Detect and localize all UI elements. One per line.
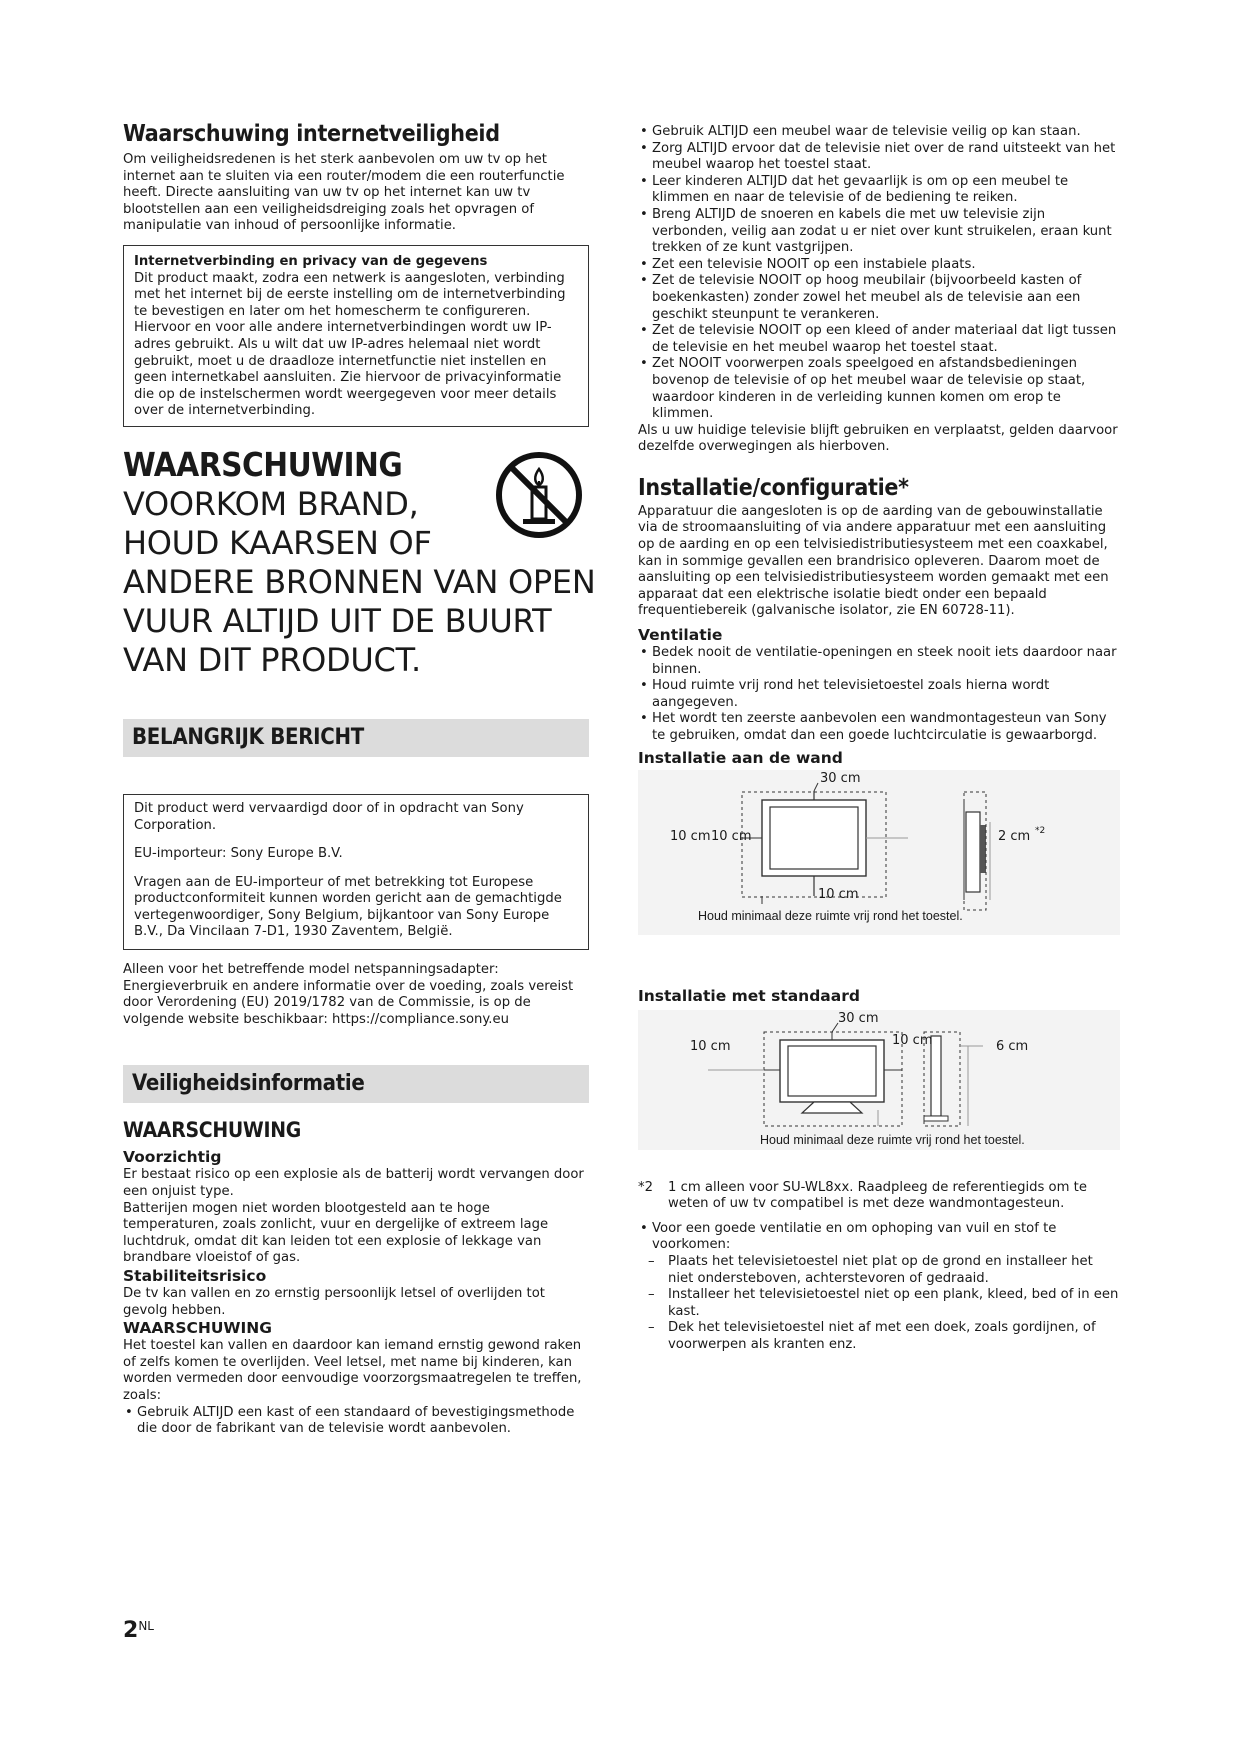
- internet-safety-title: Waarschuwing internetveiligheid: [123, 121, 500, 147]
- list-item: • Het wordt ten zeerste aanbevolen een wandmontagesteun van Sony te gebruiken, omdat dan een goede luchtcirculatie is gewaarborgd.: [638, 711, 1120, 744]
- privacy-box: [123, 245, 589, 427]
- no-candle-icon: [493, 449, 585, 541]
- list-item: • Breng ALTIJD de snoeren en kabels die met uw televisie zijn verbonden, veilig aan zodat u er niet over kunt struikelen, eraan kunt trekken of ze kunt vastgrijpen.: [638, 207, 1120, 257]
- wall-side-note: *2: [1035, 825, 1046, 836]
- dust-list: [638, 1221, 1120, 1254]
- stand-caption: Houd minimaal deze ruimte vrij rond het toestel.: [760, 1132, 1025, 1147]
- fire-warning-line: VOORKOM BRAND,: [123, 484, 419, 523]
- wall-caption: Houd minimaal deze ruimte vrij rond het toestel.: [698, 908, 963, 923]
- fire-warning-line: HOUD KAARSEN OF: [123, 523, 432, 562]
- fire-warning-title: WAARSCHUWING: [123, 444, 403, 484]
- warning-title: WAARSCHUWING: [123, 1118, 301, 1143]
- adapter-text: Alleen voor het betreffende model netspanningsadapter: Energieverbruik en andere informatie over de voeding, zoals vereist door Verordening (EU) 2019/1782 van de Commissie, is op de volgende website beschikbaar: https://compliance.sony.eu: [123, 962, 574, 1027]
- warning2-title: WAARSCHUWING: [123, 1319, 272, 1338]
- fire-warning-line: ANDERE BRONNEN VAN OPEN: [123, 562, 596, 601]
- fire-warning-line: VUUR ALTIJD UIT DE BUURT: [123, 601, 552, 640]
- wall-install-title: Installatie aan de wand: [638, 748, 843, 767]
- list-item: • Voor een goede ventilatie en om ophoping van vuil en stof te voorkomen:: [638, 1221, 1120, 1254]
- left-column: [123, 120, 596, 1438]
- list-item: • Gebruik ALTIJD een meubel waar de televisie veilig op kan staan.: [638, 124, 1120, 141]
- wall-bottom-label: 10 cm: [818, 886, 859, 902]
- caution-title: Voorzichtig: [123, 1148, 222, 1167]
- sony-manufacturer-text: Dit product werd vervaardigd door of in opdracht van Sony Corporation.: [134, 800, 524, 833]
- sony-questions-text: Vragen aan de EU-importeur of met betrekking tot Europese productconformiteit kunnen worden gericht aan de gemachtigde vertegenwoordiger, Sony Belgium, bijkantoor van Sony Europe B.V., Da Vincilaan 7-D1, 1930 Zaventem, België.: [134, 874, 562, 940]
- list-item: • Zet de televisie NOOIT op een kleed of ander materiaal dat ligt tussen de televisie en het meubel waarop het toestel staat.: [638, 323, 1120, 356]
- list-item: • Zet de televisie NOOIT op hoog meubilair (bijvoorbeeld kasten of boekenkasten) zonder zowel het meubel als de televisie aan een geschikt steunpunt te verankeren.: [638, 273, 1120, 323]
- ventilation-title: Ventilatie: [638, 626, 723, 645]
- list-item: – Dek het televisietoestel niet af met een doek, zoals gordijnen, of voorwerpen als kranten enz.: [638, 1320, 1120, 1353]
- list-item: • Zet NOOIT voorwerpen zoals speelgoed en afstandsbedieningen bovenop de televisie of op het meubel waar de televisie op staat, waardoor kinderen in de verleiding kunnen komen om erop te klimmen.: [638, 356, 1120, 422]
- privacy-title: Internetverbinding en privacy van de gegevens: [134, 253, 488, 269]
- list-item: • Zet een televisie NOOIT op een instabiele plaats.: [638, 257, 1120, 274]
- stand-side-label: 6 cm: [996, 1038, 1029, 1054]
- caution-text-2: Batterijen mogen niet worden blootgesteld aan te hoge temperaturen, zoals zonlicht, vuur en dergelijke of extreem lage luchtdruk, omdat dit kan leiden tot een explosie of lekkage van brandbare vloeistof of gas.: [123, 1200, 549, 1266]
- safety-bullet-list: [638, 124, 1120, 423]
- wall-left-inner-label: 10 cm: [711, 828, 752, 844]
- wall-install-diagram: [638, 770, 1120, 935]
- footnote-mark: *2: [638, 1179, 653, 1195]
- important-title: BELANGRIJK BERICHT: [132, 724, 364, 750]
- page-lang: NL: [138, 1619, 154, 1633]
- page-number: [123, 1618, 154, 1643]
- ventilation-list: [638, 645, 1120, 745]
- list-item: • Zorg ALTIJD ervoor dat de televisie niet over de rand uitsteekt van het meubel waarop het toestel staat.: [638, 141, 1120, 174]
- caution-text-1: Er bestaat risico op een explosie als de batterij wordt vervangen door een onjuist type.: [123, 1167, 584, 1200]
- privacy-text: Dit product maakt, zodra een netwerk is aangesloten, verbinding met het internet bij de eerste instelling om de internetverbinding te bevestigen en later om het homescherm te configureren. Hiervoor en voor alle andere internetverbindingen wordt uw IP-adres gebruikt. Als u wilt dat uw IP-adres helemaal niet wordt gebruikt, moet u de draadloze internetfunctie niet instellen en geen internetkabel aansluiten. Zie hiervoor de privacyinformatie die op de instelschermen wordt weergegeven voor meer details over de internetverbinding.: [134, 270, 566, 419]
- list-item: • Leer kinderen ALTIJD dat het gevaarlijk is om op een meubel te klimmen en naar de televisie of de bediening te reiken.: [638, 174, 1120, 207]
- stand-install-title: Installatie met standaard: [638, 986, 860, 1005]
- footnote-text: 1 cm alleen voor SU-WL8xx. Raadpleeg de referentiegids om te weten of uw tv compatibel is met deze wandmontagesteun.: [668, 1179, 1087, 1212]
- stand-install-diagram: [638, 1010, 1120, 1150]
- stability-title: Stabiliteitsrisico: [123, 1267, 267, 1285]
- fire-warning: [123, 444, 596, 680]
- warning2-list: [123, 1405, 589, 1438]
- wall-side-label: 2 cm: [998, 828, 1031, 844]
- page-number-value: 2: [123, 1618, 139, 1643]
- stand-right-label: 10 cm: [892, 1032, 933, 1048]
- right-column: [638, 124, 1120, 1354]
- sony-importer-text: EU-importeur: Sony Europe B.V.: [134, 846, 343, 862]
- safety-title: Veiligheidsinformatie: [132, 1071, 365, 1097]
- safety-banner: [123, 1065, 589, 1103]
- internet-safety-text: Om veiligheidsredenen is het sterk aanbevolen om uw tv op het internet aan te sluiten via een router/modem die een routerfunctie heeft. Directe aansluiting van uw tv op het internet kan uw tv blootstellen aan een veiligheidsdreiging zoals het opvragen of manipulatie van inhoud of persoonlijke informatie.: [123, 152, 565, 234]
- list-item: • Houd ruimte vrij rond het televisietoestel zoals hierna wordt aangegeven.: [638, 678, 1120, 711]
- list-item: – Installeer het televisietoestel niet op een plank, kleed, bed of in een kast.: [638, 1287, 1120, 1320]
- list-item: – Plaats het televisietoestel niet plat op de grond en installeer het niet ondersteboven, achterstevoren of gedraaid.: [638, 1254, 1120, 1287]
- sony-box: [123, 794, 589, 950]
- warning2-text: Het toestel kan vallen en daardoor kan iemand ernstig gewond raken of zelfs komen te overlijden. Veel letsel, met name bij kinderen, kan worden vermeden door eenvoudige voorzorgsmaatregelen te treffen, zoals:: [123, 1338, 582, 1403]
- install-text: Apparatuur die aangesloten is op de aarding van de gebouwinstallatie via de stroomaansluiting of via andere apparatuur met een aansluiting op de aarding en op een telvisiedistributiesysteem met een coaxkabel, kan in sommige gevallen een brandrisico opleveren. Daarom moet de aansluiting op een telvisiedistributiesysteem worden gemaakt met een apparaat dat een elektrische isolatie biedt onder een bepaald frequentiebereik (galvanische isolator, zie EN 60728-11).: [638, 503, 1109, 619]
- stability-text: De tv kan vallen en zo ernstig persoonlijk letsel of overlijden tot gevolg hebben.: [123, 1286, 545, 1318]
- wall-left-outer-label: 10 cm: [670, 828, 711, 844]
- wall-top-label: 30 cm: [820, 770, 861, 786]
- reuse-text: Als u uw huidige televisie blijft gebruiken en verplaatst, gelden daarvoor dezelfde overwegingen als hierboven.: [638, 422, 1118, 455]
- install-title: Installatie/configuratie*: [638, 474, 909, 501]
- dust-dash-list: [638, 1254, 1120, 1354]
- list-item: • Gebruik ALTIJD een kast of een standaard of bevestigingsmethode die door de fabrikant van de televisie wordt aanbevolen.: [123, 1405, 589, 1438]
- fire-warning-line: VAN DIT PRODUCT.: [123, 640, 421, 679]
- important-banner: [123, 719, 589, 757]
- stand-left-label: 10 cm: [690, 1038, 731, 1054]
- list-item: • Bedek nooit de ventilatie-openingen en steek nooit iets daardoor naar binnen.: [638, 645, 1120, 678]
- footnote: [638, 1180, 1120, 1213]
- stand-top-label: 30 cm: [838, 1010, 879, 1026]
